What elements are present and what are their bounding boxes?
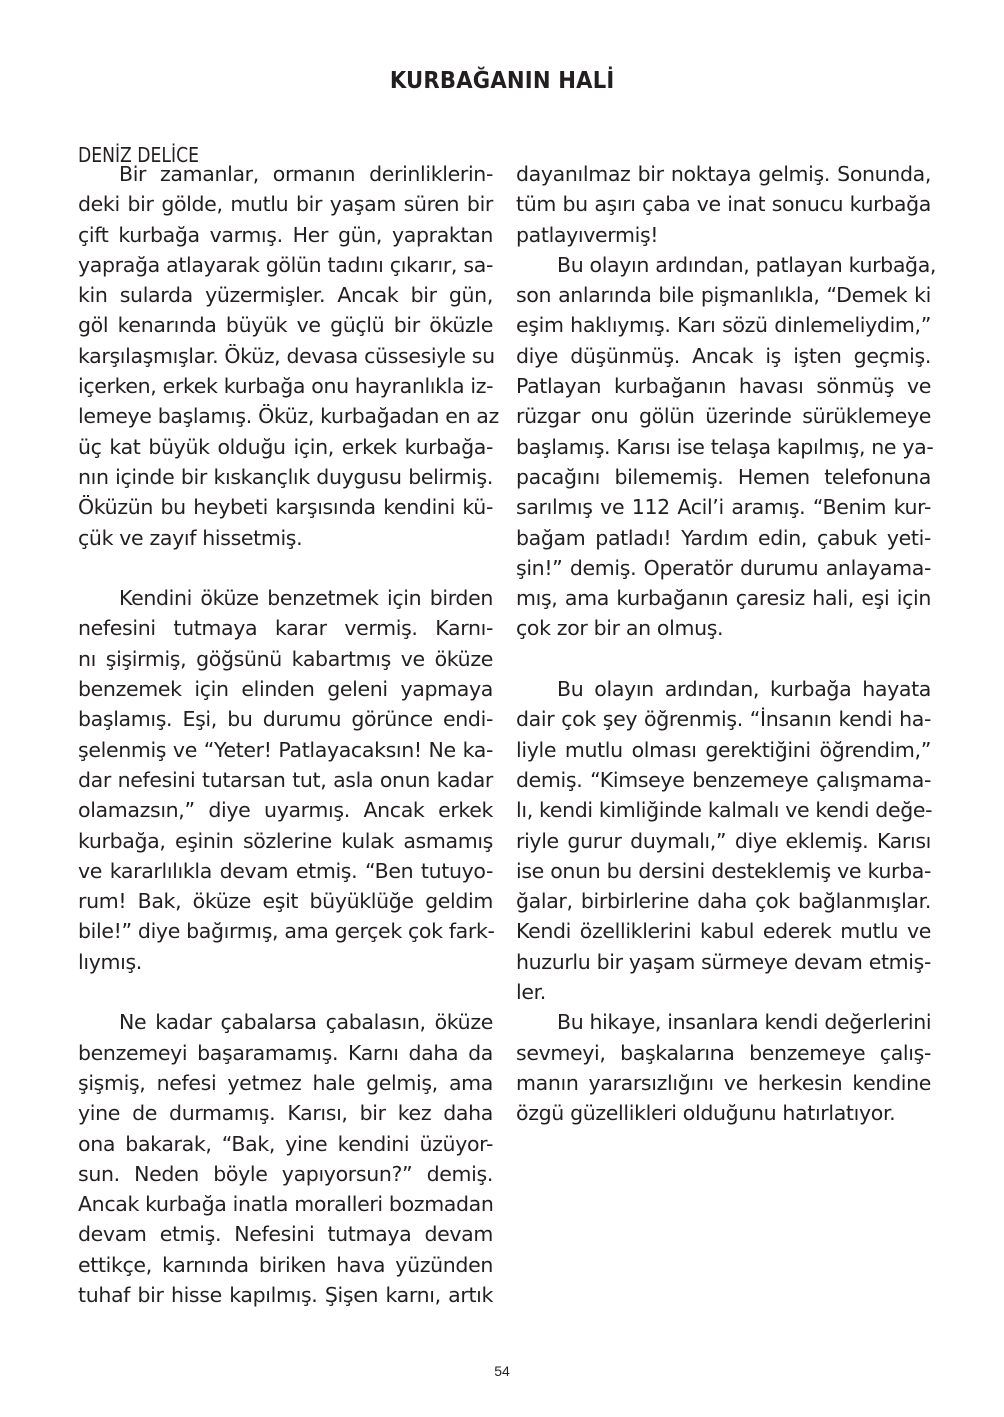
- text-line: Bir zamanlar, ormanın derinliklerin-: [119, 162, 493, 186]
- text-line: son anlarında bile pişmanlıkla, “Demek ki: [516, 283, 931, 308]
- text-line: şelenmiş ve “Yeter! Patlayacaksın! Ne ka-: [78, 737, 493, 762]
- text-line: ona bakarak, “Bak, yine kendini üzüyor-: [78, 1131, 493, 1156]
- text-line: sun. Neden böyle yapıyorsun?” demiş.: [78, 1161, 493, 1186]
- text-line: dar nefesini tutarsan tut, asla onun kadar: [78, 767, 493, 792]
- text-line: çük ve zayıf hissetmiş.: [78, 525, 303, 550]
- text-line: olamazsın,” diye uyarmış. Ancak erkek: [78, 798, 493, 823]
- text-line: lıymış.: [78, 949, 142, 974]
- text-line: liyle mutlu olması gerektiğini öğrendim,”: [516, 737, 931, 762]
- text-line: devam etmiş. Nefesini tutmaya devam: [78, 1222, 493, 1247]
- text-line: başlamış. Karısı ise telaşa kapılmış, ne ya-: [516, 434, 934, 459]
- text-line: Patlayan kurbağanın havası sönmüş ve: [516, 374, 931, 399]
- text-line: mış, ama kurbağanın çaresiz hali, eşi için: [516, 586, 931, 611]
- text-line: bile!” diye bağırmış, ama gerçek çok fark-: [78, 919, 495, 944]
- text-line: huzurlu bir yaşam sürmeye devam etmiş-: [516, 949, 931, 974]
- text-line: yine de durmamış. Karısı, bir kez daha: [78, 1101, 493, 1126]
- text-line: riyle gurur duymalı,” diye eklemiş. Karısı: [516, 828, 931, 853]
- text-line: eşim haklıymış. Karı sözü dinlemeliydim,”: [516, 313, 931, 338]
- text-line: Bu hikaye, insanlara kendi değerlerini: [557, 1010, 932, 1035]
- text-line: Bu olayın ardından, kurbağa hayata: [557, 677, 931, 702]
- right-text-column: [516, 159, 937, 1129]
- text-line: ler.: [516, 980, 546, 1005]
- text-line: nın içinde bir kıskançlık duygusu belirmiş.: [78, 464, 493, 489]
- paragraph-gap: [78, 553, 493, 583]
- page-number: 54: [494, 1363, 510, 1379]
- text-line: diye düşünmüş. Ancak iş işten geçmiş.: [516, 343, 931, 368]
- text-line: karşılaşmışlar. Öküz, devasa cüssesiyle su: [78, 343, 495, 368]
- text-line: yaprağa atlayarak gölün tadını çıkarır, sa-: [78, 252, 493, 277]
- text-line: göl kenarında büyük ve güçlü bir öküzle: [78, 313, 493, 338]
- text-line: şişmiş, nefesi yetmez hale gelmiş, ama: [78, 1070, 493, 1095]
- text-line: Bu olayın ardından, patlayan kurbağa,: [557, 252, 937, 277]
- text-line: bağam patladı! Yardım edin, çabuk yeti-: [516, 525, 931, 550]
- text-line: tuhaf bir hisse kapılmış. Şişen karnı, artık: [78, 1282, 493, 1307]
- text-line: başlamış. Eşi, bu durumu görünce endi-: [78, 707, 493, 732]
- text-line: çok zor bir an olmuş.: [516, 616, 724, 641]
- text-line: manın yararsızlığını ve herkesin kendine: [516, 1070, 931, 1095]
- text-line: demiş. “Kimseye benzemeye çalışmama-: [516, 767, 931, 792]
- text-line: lı, kendi kimliğinde kalmalı ve kendi değe-: [516, 798, 933, 823]
- text-line: özgü güzellikleri olduğunu hatırlatıyor.: [516, 1101, 896, 1126]
- text-line: sarılmış ve 112 Acil’i aramış. “Benim kur-: [516, 495, 931, 520]
- text-line: şin!” demiş. Operatör durumu anlayama-: [516, 555, 931, 580]
- text-line: içerken, erkek kurbağa onu hayranlıkla iz-: [78, 374, 494, 399]
- paragraph-gap: [78, 977, 493, 1007]
- text-line: benzemeyi başaramamış. Karnı daha da: [78, 1040, 493, 1065]
- text-line: nefesini tutmaya karar vermiş. Karnı-: [78, 616, 493, 641]
- text-line: Kendi özelliklerini kabul ederek mutlu ve: [516, 919, 931, 944]
- text-line: Ne kadar çabalarsa çabalasın, öküze: [119, 1010, 493, 1035]
- text-line: dayanılmaz bir noktaya gelmiş. Sonunda,: [516, 162, 931, 186]
- text-line: dair çok şey öğrenmiş. “İnsanın kendi ha-: [516, 707, 931, 732]
- author-name: DENİZ DELİCE: [78, 143, 199, 167]
- text-line: Kendini öküze benzetmek için birden: [119, 586, 493, 611]
- text-line: rüzgar onu gölün üzerinde sürüklemeye: [516, 404, 931, 429]
- story-title: KURBAĞANIN HALİ: [389, 68, 615, 94]
- text-line: deki bir gölde, mutlu bir yaşam süren bir: [78, 192, 493, 217]
- text-line: lemeye başlamış. Öküz, kurbağadan en az: [78, 404, 499, 429]
- text-line: kurbağa, eşinin sözlerine kulak asmamış: [78, 828, 493, 853]
- text-line: ve kararlılıkla devam etmiş. “Ben tutuyo-: [78, 858, 493, 883]
- text-line: tüm bu aşırı çaba ve inat sonucu kurbağa: [516, 192, 931, 217]
- text-line: Ancak kurbağa inatla moralleri bozmadan: [78, 1192, 494, 1217]
- text-line: Öküzün bu heybeti karşısında kendini kü-: [78, 495, 493, 520]
- text-line: nı şişirmiş, göğsünü kabartmış ve öküze: [78, 646, 493, 671]
- text-line: patlayıvermiş!: [516, 222, 659, 247]
- text-line: benzemek için elinden geleni yapmaya: [78, 677, 493, 702]
- text-line: çift kurbağa varmış. Her gün, yapraktan: [78, 222, 493, 247]
- text-line: üç kat büyük olduğu için, erkek kurbağa-: [78, 434, 493, 459]
- text-line: ğalar, birbirlerine daha çok bağlanmışlar.: [516, 889, 931, 914]
- text-line: sevmeyi, başkalarına benzemeye çalış-: [516, 1040, 931, 1065]
- paragraph-gap: [516, 644, 931, 674]
- text-line: rum! Bak, öküze eşit büyüklüğe geldim: [78, 889, 493, 914]
- text-line: kin sularda yüzermişler. Ancak bir gün,: [78, 283, 493, 308]
- left-text-column: [78, 159, 499, 1310]
- text-line: ise onun bu dersini desteklemiş ve kurba-: [516, 858, 931, 883]
- text-line: ettikçe, karnında biriken hava yüzünden: [78, 1252, 493, 1277]
- text-line: pacağını bilememiş. Hemen telefonuna: [516, 464, 931, 489]
